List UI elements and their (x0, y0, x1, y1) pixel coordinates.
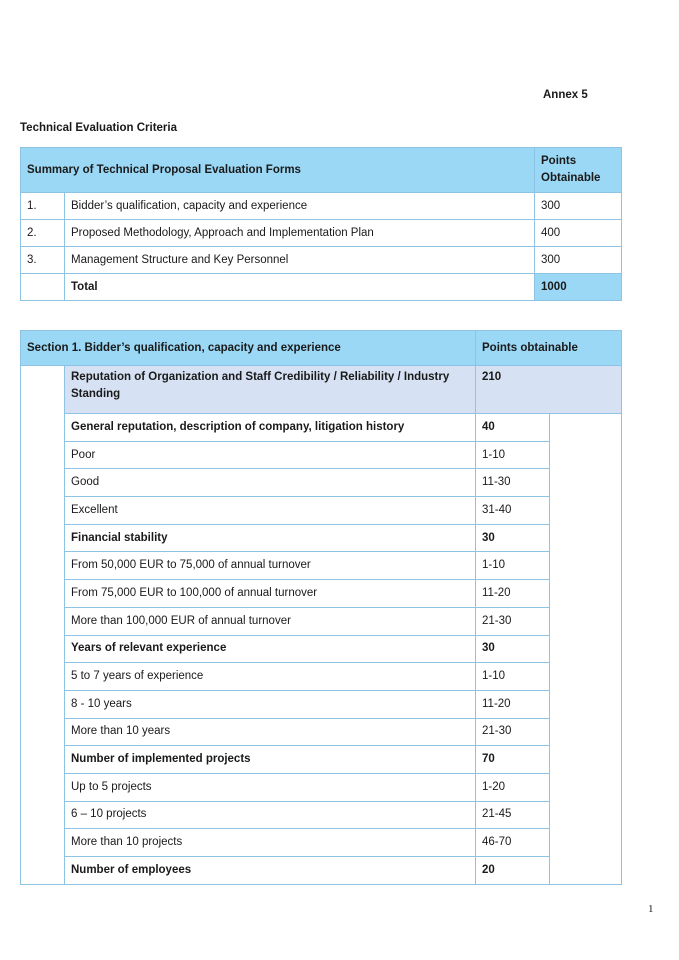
row-label: 6 – 10 projects (65, 801, 476, 829)
blank-cell (550, 441, 622, 469)
row-label: More than 10 years (65, 718, 476, 746)
table-row (21, 829, 622, 857)
blank-cell (21, 497, 65, 525)
table-row (21, 773, 622, 801)
total-row (21, 274, 622, 301)
table-row (21, 607, 622, 635)
table-row (21, 580, 622, 608)
table-row (21, 663, 622, 691)
blank-cell (21, 773, 65, 801)
blank-cell (550, 829, 622, 857)
document-heading: Technical Evaluation Criteria (20, 122, 178, 134)
row-label: Number of implemented projects (65, 746, 476, 774)
row-number: 1. (21, 193, 65, 220)
row-label: From 50,000 EUR to 75,000 of annual turnover (65, 552, 476, 580)
blank-cell (550, 469, 622, 497)
summary-header-row (21, 148, 622, 193)
row-points: 11-20 (476, 690, 550, 718)
row-number: 2. (21, 220, 65, 247)
blank-cell (21, 746, 65, 774)
blank-cell (21, 801, 65, 829)
table-row (21, 552, 622, 580)
blank-cell (550, 690, 622, 718)
row-points: 21-45 (476, 801, 550, 829)
blank-cell (21, 857, 65, 885)
total-label: Total (65, 274, 535, 301)
section1-subheader-row (21, 366, 622, 414)
blank-cell (21, 469, 65, 497)
row-label: Financial stability (65, 524, 476, 552)
summary-header-title: Summary of Technical Proposal Evaluation Forms (21, 148, 535, 193)
section1-header-row (21, 331, 622, 366)
row-points: 1-20 (476, 773, 550, 801)
row-label: 5 to 7 years of experience (65, 663, 476, 691)
page-number: 1 (648, 903, 654, 915)
blank-cell (550, 607, 622, 635)
row-points: 11-30 (476, 469, 550, 497)
summary-table (20, 147, 622, 301)
blank-cell (21, 663, 65, 691)
blank-cell (550, 552, 622, 580)
row-label: Poor (65, 441, 476, 469)
total-number-cell (21, 274, 65, 301)
blank-cell (550, 497, 622, 525)
row-label: General reputation, description of company, litigation history (65, 414, 476, 442)
total-points: 1000 (535, 274, 622, 301)
blank-cell (21, 690, 65, 718)
row-points: 1-10 (476, 552, 550, 580)
row-points: 300 (535, 193, 622, 220)
blank-cell (550, 718, 622, 746)
blank-cell (550, 857, 622, 885)
table-row (21, 690, 622, 718)
table-row (21, 414, 622, 442)
row-points: 1-10 (476, 663, 550, 691)
table-row (21, 718, 622, 746)
table-row (21, 193, 622, 220)
blank-cell (550, 663, 622, 691)
blank-cell (550, 773, 622, 801)
blank-cell (550, 746, 622, 774)
row-points: 40 (476, 414, 550, 442)
section1-header-title: Section 1. Bidder’s qualification, capacity and experience (21, 331, 476, 366)
section1-table (20, 330, 622, 885)
blank-cell (550, 801, 622, 829)
blank-cell (550, 414, 622, 442)
blank-cell (21, 829, 65, 857)
blank-cell (21, 414, 65, 442)
row-points: 400 (535, 220, 622, 247)
row-points: 30 (476, 635, 550, 663)
row-label: Bidder’s qualification, capacity and experience (65, 193, 535, 220)
table-row (21, 441, 622, 469)
table-row (21, 801, 622, 829)
row-points: 21-30 (476, 607, 550, 635)
annex-label: Annex 5 (543, 89, 588, 101)
blank-cell (21, 552, 65, 580)
blank-cell (550, 635, 622, 663)
table-row (21, 469, 622, 497)
row-points: 46-70 (476, 829, 550, 857)
blank-cell (550, 524, 622, 552)
row-label: Good (65, 469, 476, 497)
row-label: More than 10 projects (65, 829, 476, 857)
blank-cell (21, 718, 65, 746)
table-row (21, 497, 622, 525)
row-label: Excellent (65, 497, 476, 525)
row-points: 300 (535, 247, 622, 274)
row-points: 21-30 (476, 718, 550, 746)
row-label: Management Structure and Key Personnel (65, 247, 535, 274)
section1-rows (21, 414, 622, 885)
row-points: 70 (476, 746, 550, 774)
blank-cell (21, 580, 65, 608)
blank-cell (550, 580, 622, 608)
row-points: 1-10 (476, 441, 550, 469)
table-row (21, 524, 622, 552)
table-row (21, 635, 622, 663)
row-number: 3. (21, 247, 65, 274)
row-label: Proposed Methodology, Approach and Implementation Plan (65, 220, 535, 247)
row-label: Up to 5 projects (65, 773, 476, 801)
summary-header-points: Points Obtainable (535, 148, 622, 193)
blank-cell (21, 524, 65, 552)
row-points: 31-40 (476, 497, 550, 525)
blank-cell (21, 607, 65, 635)
blank-cell (21, 366, 65, 414)
table-row (21, 220, 622, 247)
row-label: More than 100,000 EUR of annual turnover (65, 607, 476, 635)
section1-header-points: Points obtainable (476, 331, 622, 366)
table-row (21, 247, 622, 274)
row-points: 11-20 (476, 580, 550, 608)
subheader-title: Reputation of Organization and Staff Credibility / Reliability / Industry Standing (65, 366, 476, 414)
row-label: Years of relevant experience (65, 635, 476, 663)
blank-cell (21, 635, 65, 663)
blank-cell (21, 441, 65, 469)
table-row (21, 857, 622, 885)
row-points: 20 (476, 857, 550, 885)
row-label: From 75,000 EUR to 100,000 of annual turnover (65, 580, 476, 608)
table-row (21, 746, 622, 774)
subheader-points: 210 (476, 366, 622, 414)
row-label: Number of employees (65, 857, 476, 885)
row-label: 8 - 10 years (65, 690, 476, 718)
row-points: 30 (476, 524, 550, 552)
